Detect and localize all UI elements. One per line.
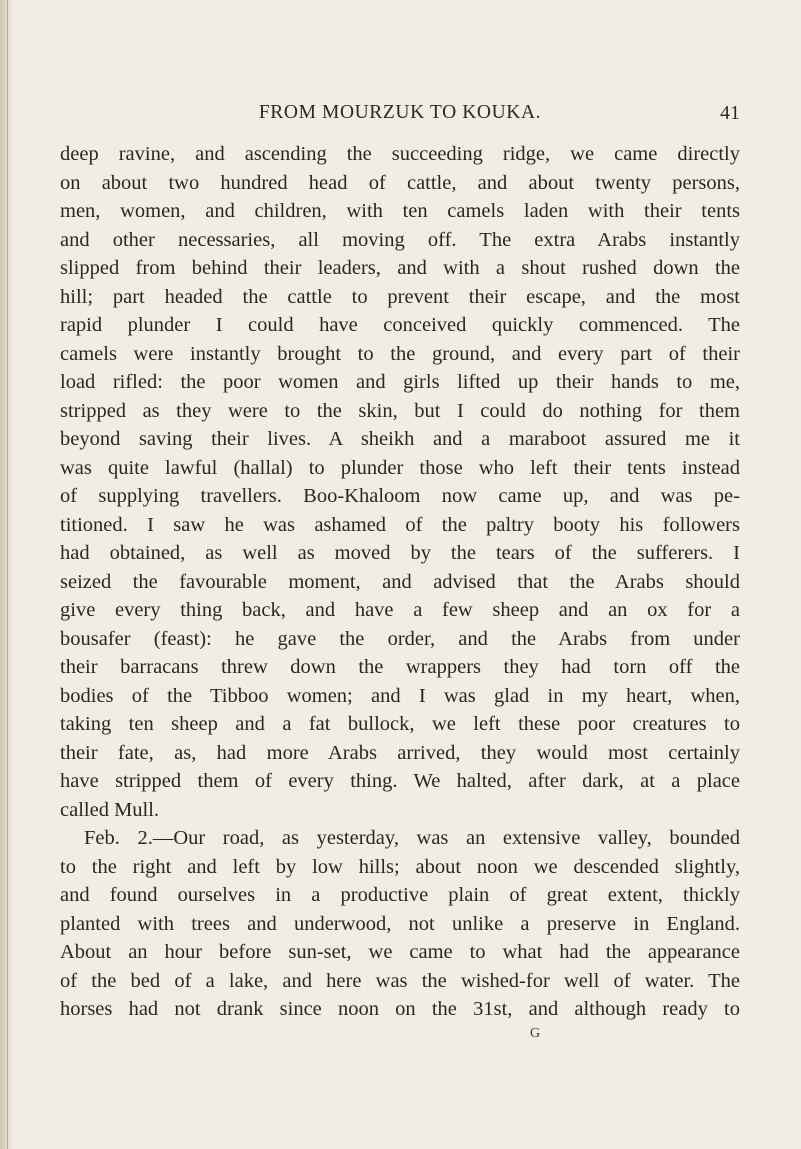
text-line-12: was quite lawful (hallal) to plunder those who left their tents instead <box>60 456 740 479</box>
text-line-4: and other necessaries, all moving off. The extra Arabs instantly <box>60 228 740 251</box>
text-line-10: stripped as they were to the skin, but I could do nothing for them <box>60 399 740 422</box>
text-line-28: planted with trees and underwood, not unlike a preserve in England. <box>60 912 740 935</box>
running-head <box>60 99 740 127</box>
text-line-24: called Mull. <box>60 798 160 821</box>
text-line-29: About an hour before sun-set, we came to what had the appearance <box>60 941 740 963</box>
text-line-17: give every thing back, and have a few sheep and an ox for a <box>60 599 740 621</box>
text-line-21: taking ten sheep and a fat bullock, we left these poor creatures to <box>60 713 740 735</box>
text-line-18: bousafer (feast): he gave the order, and the Arabs from under <box>60 627 740 650</box>
body-text <box>60 140 740 1024</box>
text-line-30: of the bed of a lake, and here was the wished-for well of water. The <box>60 969 740 992</box>
signature-mark: G <box>530 1026 541 1041</box>
text-line-9: load rifled: the poor women and girls lifted up their hands to me, <box>60 371 740 393</box>
text-line-31: horses had not drank since noon on the 31st, and although ready to <box>60 998 740 1020</box>
text-line-11: beyond saving their lives. A sheikh and a maraboot assured me it <box>60 428 740 450</box>
page-number: 41 <box>720 102 740 124</box>
text-line-13: of supplying travellers. Boo-Khaloom now came up, and was pe- <box>60 485 740 507</box>
text-line-25: Feb. 2.—Our road, as yesterday, was an extensive valley, bounded <box>84 827 740 849</box>
text-line-23: have stripped them of every thing. We halted, after dark, at a place <box>60 770 740 792</box>
text-line-14: titioned. I saw he was ashamed of the paltry booty his followers <box>60 513 740 536</box>
text-line-3: men, women, and children, with ten camels laden with their tents <box>60 200 740 222</box>
text-line-19: their barracans threw down the wrappers they had torn off the <box>60 656 740 678</box>
text-line-27: and found ourselves in a productive plain of great extent, thickly <box>60 884 740 906</box>
text-line-5: slipped from behind their leaders, and with a shout rushed down the <box>60 257 740 279</box>
text-line-20: bodies of the Tibboo women; and I was glad in my heart, when, <box>60 684 740 707</box>
text-line-6: hill; part headed the cattle to prevent their escape, and the most <box>60 285 740 308</box>
text-line-8: camels were instantly brought to the ground, and every part of their <box>60 342 740 365</box>
text-line-7: rapid plunder I could have conceived quickly commenced. The <box>60 314 740 336</box>
text-line-26: to the right and left by low hills; about noon we descended slightly, <box>60 855 740 878</box>
text-line-16: seized the favourable moment, and advised that the Arabs should <box>60 570 740 593</box>
text-line-15: had obtained, as well as moved by the tears of the sufferers. I <box>60 542 740 564</box>
running-title: FROM MOURZUK TO KOUKA. <box>258 102 542 123</box>
gutter-edge-line <box>7 0 8 1149</box>
text-line-2: on about two hundred head of cattle, and about twenty persons, <box>60 171 740 194</box>
text-line-1: deep ravine, and ascending the succeeding ridge, we came directly <box>60 143 740 165</box>
text-line-22: their fate, as, had more Arabs arrived, they would most certainly <box>60 741 740 764</box>
